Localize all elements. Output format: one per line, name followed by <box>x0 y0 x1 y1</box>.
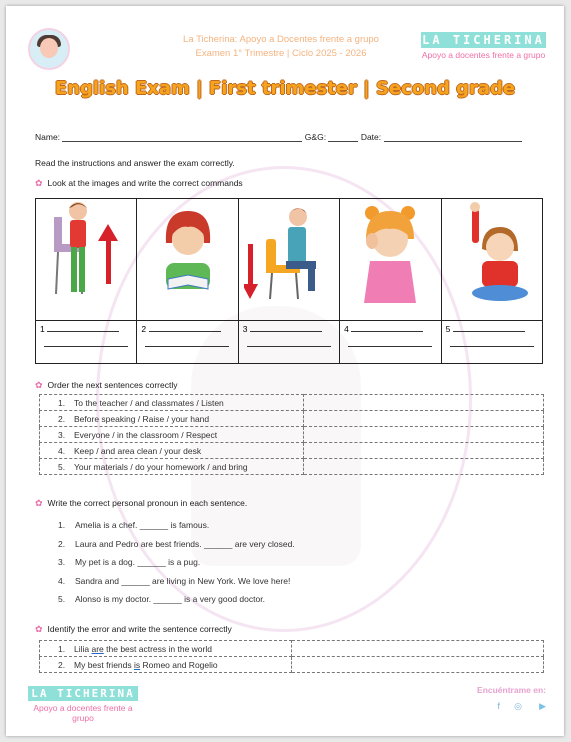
brain-icon: ✿ <box>35 624 43 634</box>
header-subtitle <box>156 33 406 61</box>
pronoun-item[interactable]: 4. Sandra and ______ are living in New York. We love here! <box>58 575 291 586</box>
brain-icon: ✿ <box>35 178 43 188</box>
answer-number: 4 <box>344 324 349 334</box>
order-item: 5. Your materials / do your homework / and bring <box>40 459 304 475</box>
brain-icon: ✿ <box>35 498 43 508</box>
answer-cell-5[interactable] <box>441 321 542 364</box>
order-answer-cell[interactable] <box>304 411 544 427</box>
youtube-icon[interactable]: ▶ <box>539 701 546 711</box>
group-label: G&G: <box>304 132 327 142</box>
brand-subtitle: Apoyo a docentes frente a grupo <box>421 50 546 60</box>
header-line-2: Examen 1° Trimestre | Ciclo 2025 - 2026 <box>195 48 367 59</box>
error-answer-cell[interactable] <box>292 641 544 657</box>
section-3-heading <box>35 498 247 509</box>
girl-reading-image <box>148 199 228 309</box>
teacher-avatar-logo <box>28 28 70 70</box>
error-item: 2. My best friends is Romeo and Rogelio <box>40 657 292 673</box>
image-cell-2 <box>137 199 238 321</box>
answer-cell-3[interactable] <box>238 321 339 364</box>
section-3-title: Write the correct personal pronoun in each sentence. <box>47 498 248 508</box>
instructions: Read the instructions and answer the exam correctly. <box>35 158 235 168</box>
order-answer-cell[interactable] <box>304 395 544 411</box>
order-answer-cell[interactable] <box>304 427 544 443</box>
answer-number: 2 <box>141 324 147 334</box>
image-cell-1 <box>36 199 137 321</box>
header-brand <box>421 32 546 60</box>
header-line-1: La Ticherina: Apoyo a Docentes frente a grupo <box>183 34 379 45</box>
section-1-heading <box>35 178 243 189</box>
answer-cell-1[interactable] <box>36 321 137 364</box>
section-2-heading <box>35 380 177 391</box>
error-word: is <box>134 659 141 670</box>
brain-icon: ✿ <box>35 380 43 390</box>
pronoun-item[interactable]: 5. Alonso is my doctor. ______ is a very good doctor. <box>58 594 265 604</box>
group-blank[interactable] <box>328 141 358 142</box>
exam-page <box>6 6 564 736</box>
facebook-icon[interactable]: f <box>497 701 500 711</box>
boy-standing-image <box>46 199 126 309</box>
answer-cell-2[interactable] <box>137 321 238 364</box>
pronoun-item[interactable]: 3. My pet is a dog. ______ is a pug. <box>58 557 201 567</box>
image-cell-4 <box>340 199 441 321</box>
order-sentences-table <box>39 394 544 475</box>
exam-title: English Exam | First trimester | Second grade <box>54 78 516 99</box>
section-1-title: Look at the images and write the correct commands <box>47 178 243 188</box>
instagram-icon[interactable]: ◎ <box>514 701 522 711</box>
pronoun-item[interactable]: 2. Laura and Pedro are best friends. ______ are very closed. <box>58 538 295 549</box>
error-answer-cell[interactable] <box>292 657 544 673</box>
answer-number: 5 <box>445 324 451 334</box>
image-cell-5 <box>441 199 542 321</box>
boy-sitting-image <box>244 199 334 309</box>
image-cell-3 <box>238 199 339 321</box>
footer-brand-title: LA TICHERINA <box>28 686 138 701</box>
pronoun-item[interactable]: 1. Amelia is a chef. ______ is famous. <box>58 520 210 530</box>
order-answer-cell[interactable] <box>304 443 544 459</box>
pronoun-list <box>58 516 295 609</box>
answer-number: 1 <box>40 324 45 334</box>
name-label: Name: <box>35 132 61 142</box>
date-blank[interactable] <box>384 141 522 142</box>
error-word: are <box>91 643 104 654</box>
section-2-title: Order the next sentences correctly <box>47 380 178 390</box>
order-item: 2. Before speaking / Raise / your hand <box>40 411 304 427</box>
girl-listening-image <box>350 199 430 309</box>
footer-brand-subtitle: Apoyo a docentes frente a grupo <box>33 703 133 723</box>
name-blank[interactable] <box>62 141 302 142</box>
error-item: 1. Lilia are the best actress in the world <box>40 641 292 657</box>
section-4-heading <box>35 624 232 635</box>
student-info-line <box>35 132 545 142</box>
section-4-title: Identify the error and write the sentence correctly <box>47 624 232 634</box>
find-me-label: Encuéntrame en: <box>477 685 546 695</box>
footer-brand <box>28 686 138 723</box>
commands-table <box>35 198 543 364</box>
answer-cell-4[interactable] <box>340 321 441 364</box>
error-correction-table <box>39 640 544 673</box>
girl-raising-hand-image <box>452 199 532 309</box>
order-answer-cell[interactable] <box>304 459 544 475</box>
order-item: 3. Everyone / in the classroom / Respect <box>40 427 304 443</box>
order-item: 1. To the teacher / and classmates / Listen <box>40 395 304 411</box>
date-label: Date: <box>360 132 382 142</box>
answer-number: 3 <box>242 324 248 334</box>
order-item: 4. Keep / and area clean / your desk <box>40 443 304 459</box>
brand-title: LA TICHERINA <box>422 33 545 47</box>
